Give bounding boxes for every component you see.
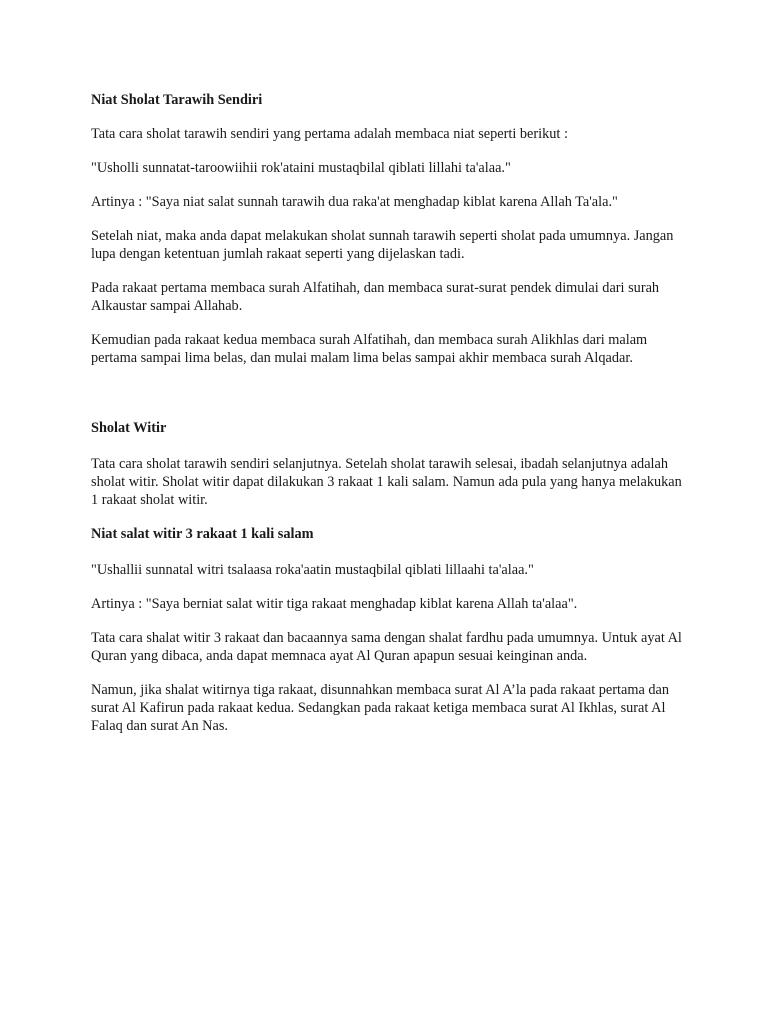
section-heading-tarawih: Niat Sholat Tarawih Sendiri bbox=[91, 92, 263, 108]
paragraph-surat-witir: Namun, jika shalat witirnya tiga rakaat, disunnahkan membaca surat Al A’la pada rakaat pertama dan surat Al Kafirun pada rakaat kedua. Sedangkan pada rakaat ketiga membaca surat Al Ikhlas, surat Al Falaq dan surat An Nas. bbox=[91, 682, 670, 734]
section-heading-witir: Sholat Witir bbox=[91, 420, 167, 436]
paragraph-setelah-niat: Setelah niat, maka anda dapat melakukan sholat sunnah tarawih seperti sholat pada umumnya. Jangan lupa dengan ketentuan jumlah rakaat seperti yang dijelaskan tadi. bbox=[91, 228, 674, 262]
paragraph-witir-intro: Tata cara sholat tarawih sendiri selanjutnya. Setelah sholat tarawih selesai, ibadah selanjutnya adalah sholat witir. Sholat witir dapat dilakukan 3 rakaat 1 kali salam. Namun ada pula yang hanya melakukan 1 rakaat sholat witir. bbox=[91, 456, 682, 508]
paragraph-tata-cara-witir: Tata cara shalat witir 3 rakaat dan bacaannya sama dengan shalat fardhu pada umumnya. Untuk ayat Al Quran yang dibaca, anda dapat memnaca ayat Al Quran apapun sesuai keinginan anda. bbox=[91, 630, 682, 664]
paragraph-intro: Tata cara sholat tarawih sendiri yang pertama adalah membaca niat seperti berikut : bbox=[91, 126, 568, 142]
paragraph-artinya-tarawih: Artinya : "Saya niat salat sunnah tarawih dua raka'at menghadap kiblat karena Allah Ta'ala." bbox=[91, 194, 618, 210]
paragraph-niat-tarawih: "Usholli sunnatat-taroowiihii rok'ataini mustaqbilal qiblati lillahi ta'alaa." bbox=[91, 160, 511, 176]
paragraph-rakaat-kedua: Kemudian pada rakaat kedua membaca surah Alfatihah, dan membaca surah Alikhlas dari malam pertama sampai lima belas, dan mulai malam lima belas sampai akhir membaca surah Alqadar. bbox=[91, 332, 648, 366]
paragraph-niat-witir: "Ushallii sunnatal witri tsalaasa roka'aatin mustaqbilal qiblati lillaahi ta'alaa." bbox=[91, 562, 534, 578]
section-heading-niat-witir: Niat salat witir 3 rakaat 1 kali salam bbox=[91, 526, 314, 542]
paragraph-artinya-witir: Artinya : "Saya berniat salat witir tiga rakaat menghadap kiblat karena Allah ta'alaa". bbox=[91, 596, 578, 612]
paragraph-rakaat-pertama: Pada rakaat pertama membaca surah Alfatihah, dan membaca surat-surat pendek dimulai dari surah Alkaustar sampai Allahab. bbox=[91, 280, 660, 314]
document-body bbox=[91, 91, 691, 735]
